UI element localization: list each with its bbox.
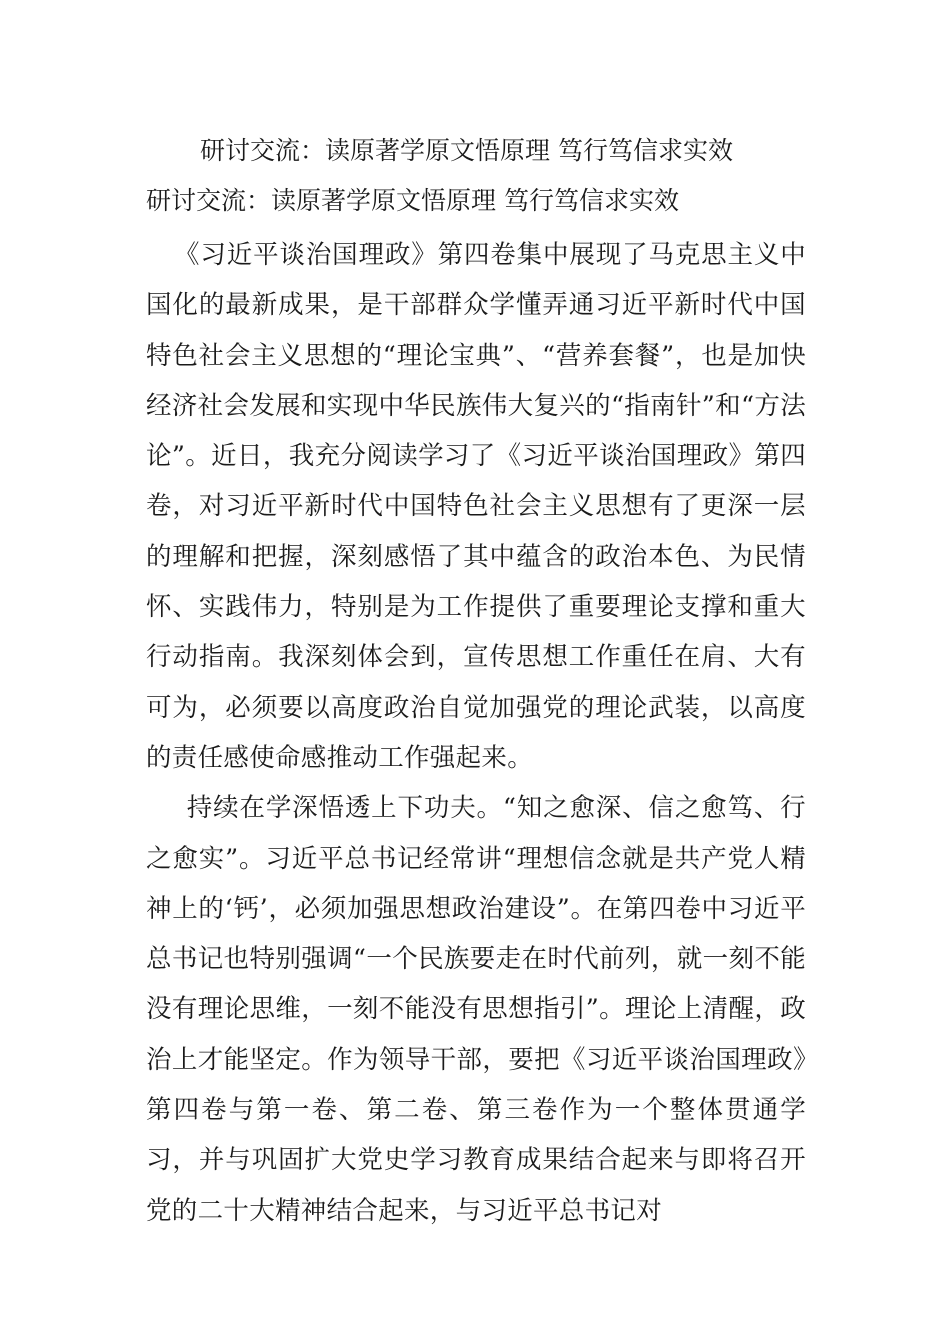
document-body xyxy=(146,230,806,1236)
paragraph-1: 《习近平谈治国理政》第四卷集中展现了马克思主义中国化的最新成果，是干部群众学懂弄通习近平新时代中国特色社会主义思想的“理论宝典”、“营养套餐”，也是加快经济社会发展和实现中华民族伟大复兴的“指南针”和“方法论”。近日，我充分阅读学习了《习近平谈治国理政》第四卷，对习近平新时代中国特色社会主义思想有了更深一层的理解和把握，深刻感悟了其中蕴含的政治本色、为民情怀、实践伟力，特别是为工作提供了重要理论支撑和重大行动指南。我深刻体会到，宣传思想工作重任在肩、大有可为，必须要以高度政治自觉加强党的理论武装，以高度的责任感使命感推动工作强起来。 xyxy=(146,240,806,773)
document-title: 研讨交流：读原著学原文悟原理 笃行笃信求实效 xyxy=(200,136,733,165)
paragraph-2: 持续在学深悟透上下功夫。“知之愈深、信之愈笃、行之愈实”。习近平总书记经常讲“理想信念就是共产党人精神上的‘钙’，必须加强思想政治建设”。在第四卷中习近平总书记也特别强调“一个民族要走在时代前列，就一刻不能没有理论思维，一刻不能没有思想指引”。理论上清醒，政治上才能坚定。作为领导干部，要把《习近平谈治国理政》第四卷与第一卷、第二卷、第三卷作为一个整体贯通学习，并与巩固扩大党史学习教育成果结合起来与即将召开党的二十大精神结合起来，与习近平总书记对 xyxy=(146,793,806,1226)
document-subtitle: 研讨交流：读原著学原文悟原理 笃行笃信求实效 xyxy=(146,186,679,215)
